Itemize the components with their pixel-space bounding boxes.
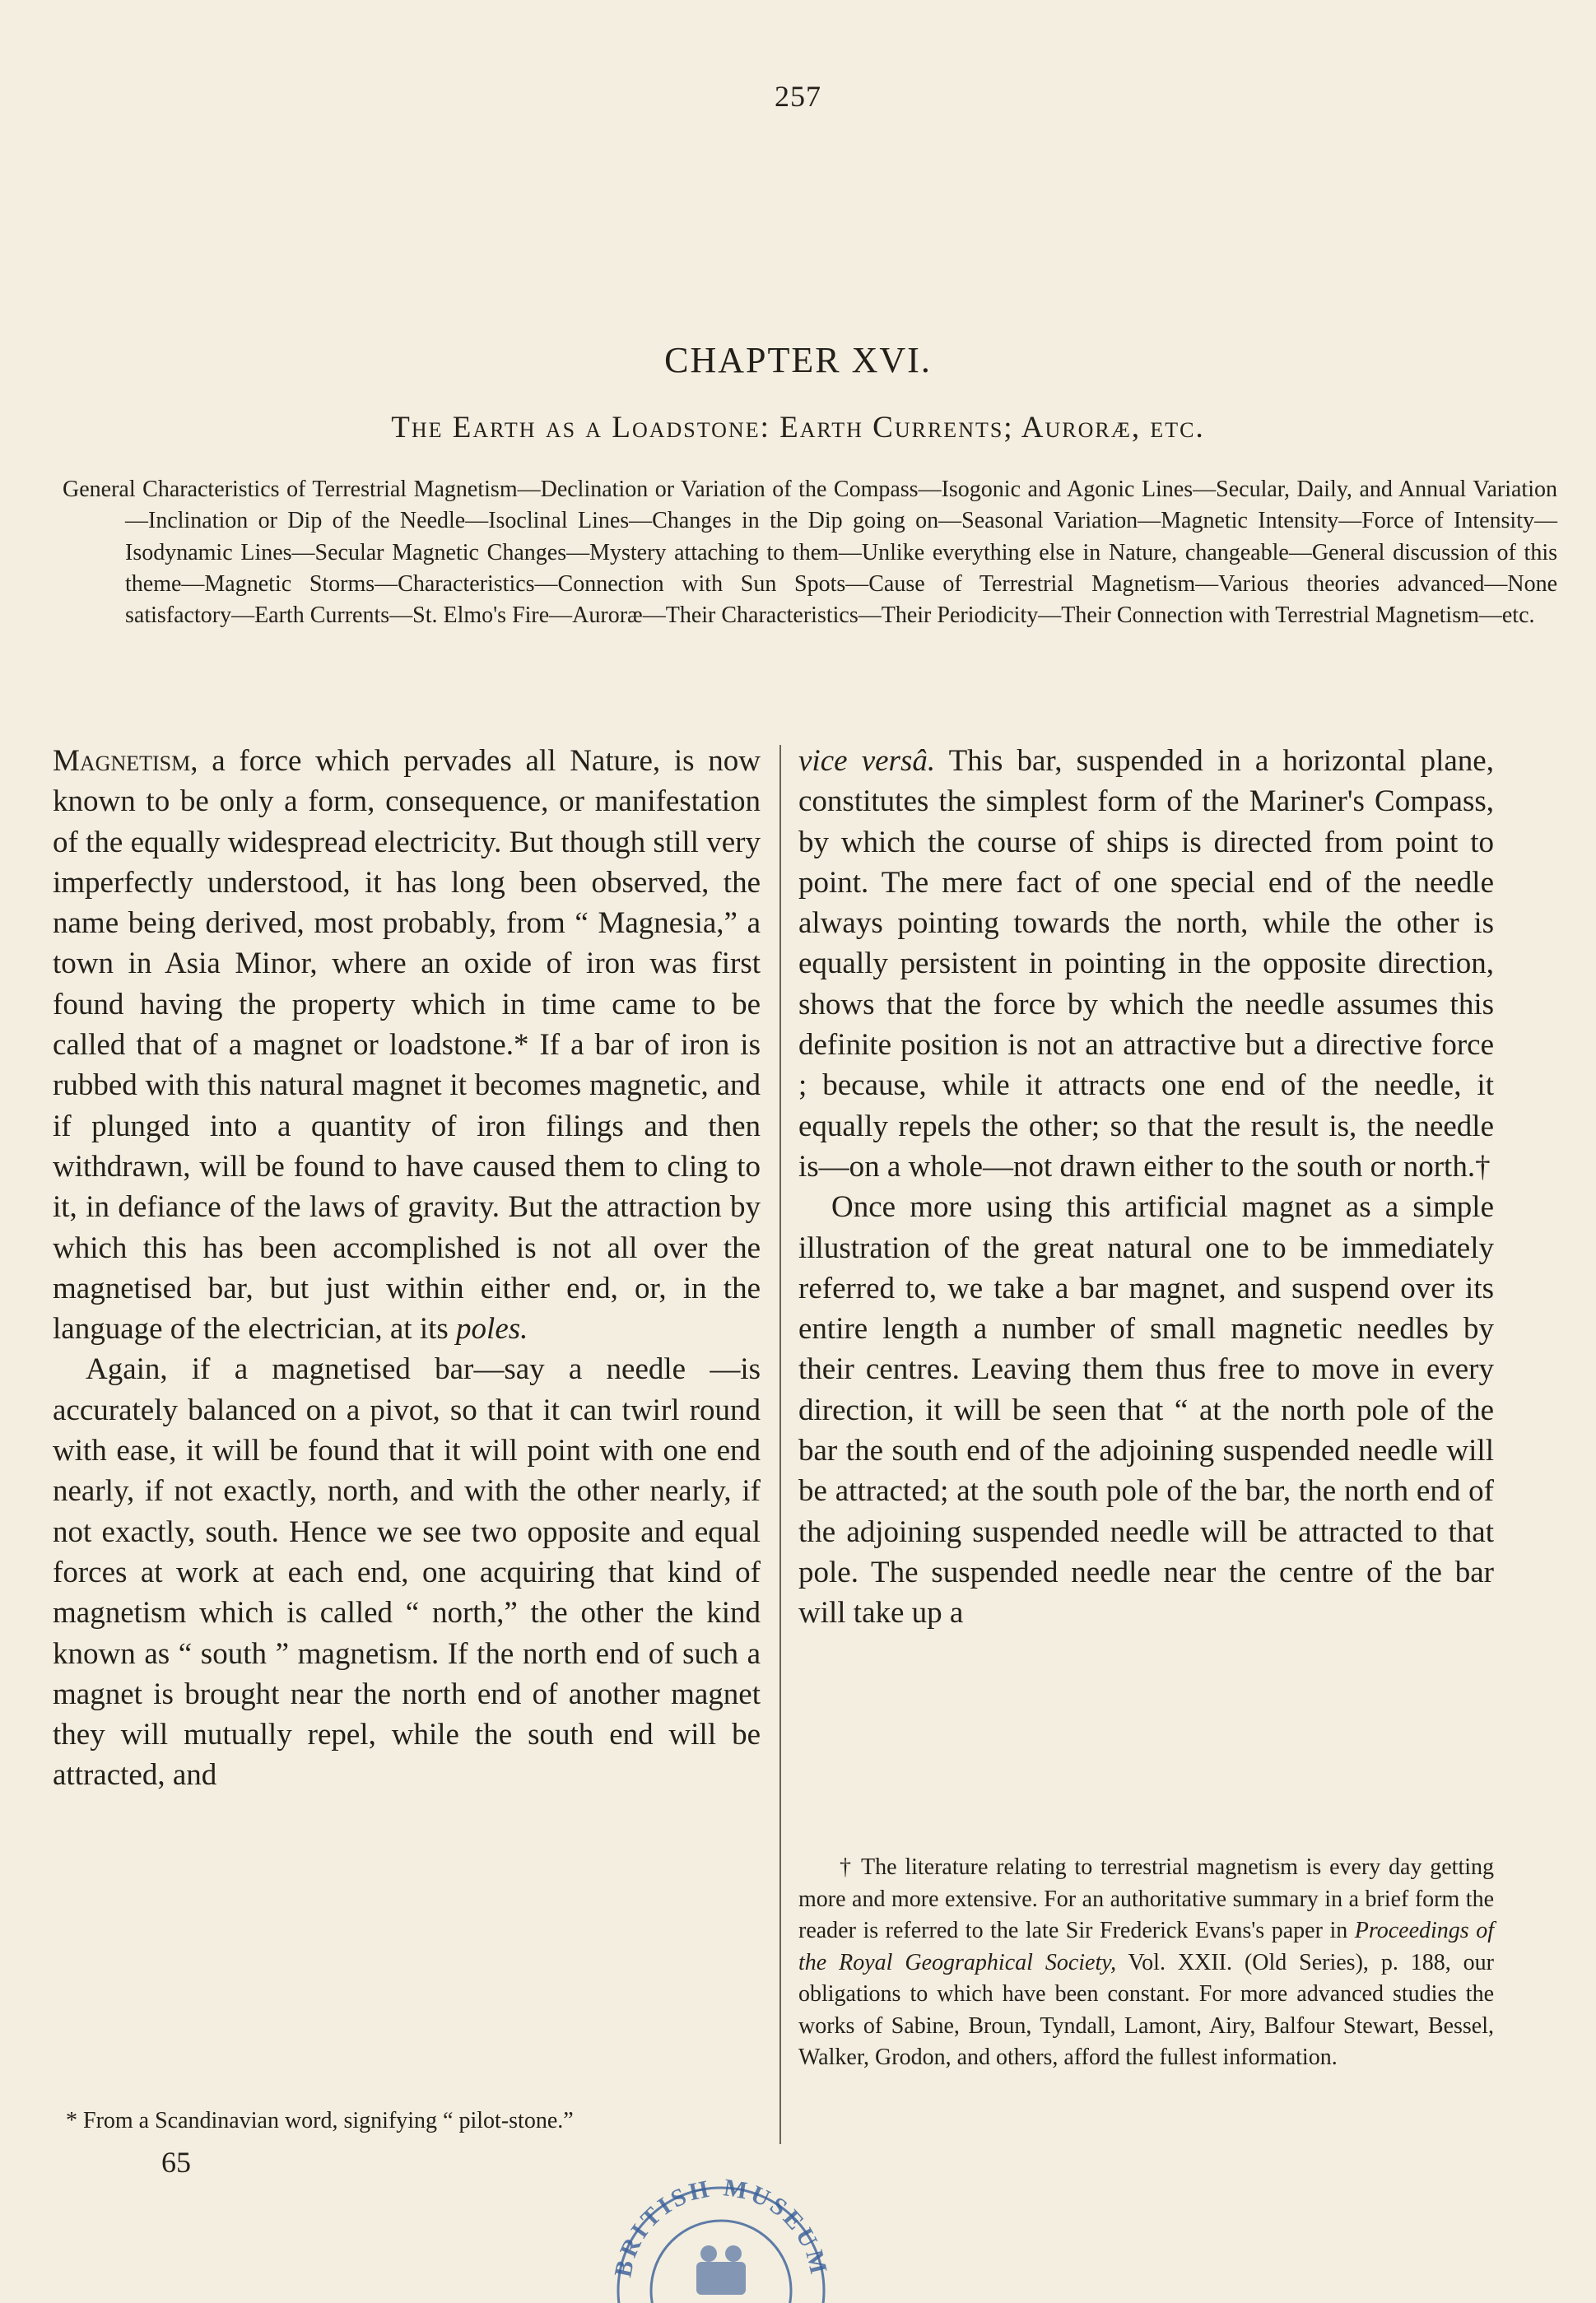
left-column [53, 741, 761, 1796]
paragraph-2-continued [798, 741, 1494, 1187]
signature-mark: 65 [161, 2146, 191, 2179]
paragraph-2-continued-text: This bar, suspended in a horizontal plane, constitutes the simplest form of the Mariner's Compass, by which the course of ships is directed from point to point. The mere fact of one special end of the needle always pointing towards the north, while the other is equally persistent in pointing in the opposite direction, shows that the force by which the needle assumes this definite position is not an attractive but a directive force ; because, while it attracts one end of the needle, it equally repels the other; so that the result is, the needle is—on a whole—not drawn either to the south or north.† [798, 744, 1494, 1184]
paragraph-1-text: a force which pervades all Nature, is now known to be only a form, consequence, or manifestation of the equally widespread electricity. But though still very imperfectly understood, it has long been observed, the name being derived, most probably, from “ Magnesia,” a town in Asia Minor, where an oxide of iron was first found having the property which in time came to be called that of a magnet or loadstone.* If a bar of iron is rubbed with this natural magnet it becomes magnetic, and if plunged into a quantity of iron filings and then withdrawn, will be found to have caused them to cling to it, in defiance of the laws of gravity. But the attraction by which this has been accomplished is not all over the magnetised bar, but just within either end, or, in the language of the electrician, at its [53, 744, 761, 1347]
paragraph-1-italic: poles. [456, 1312, 528, 1347]
footnote-dagger [798, 1852, 1494, 2074]
paragraph-1 [53, 741, 761, 1349]
page-number: 257 [775, 80, 821, 113]
footnote-dagger-italic: Proceedings of the Royal Geographical Society, [798, 1918, 1494, 1975]
paragraph-3 [798, 1187, 1494, 1633]
lead-word: Magnetism, [53, 744, 198, 778]
paragraph-2-text: Again, if a magnetised bar—say a needle —is accurately balanced on a pivot, so that it can twirl round with ease, it will be found that it will point with one end nearly, if not exactly, north, and with the other nearly, if not exactly, south. Hence we see two opposite and equal forces at work at each end, one acquiring that kind of magnetism which is called “ north,” the other the kind known as “ south ” magnetism. If the north end of such a magnet is brought near the north end of another magnet they will mutually repel, while the south end will be attracted, and [53, 1352, 761, 1793]
right-column [798, 741, 1494, 1634]
column-divider [779, 745, 781, 2144]
footnote-dagger-text-2: Vol. XXII. (Old Series), p. 188, our obligations to which have been constant. For more advanced studies the works of Sabine, Broun, Tyndall, Lamont, Airy, Balfour Stewart, Bessel, Walker, Grodon, and others, afford the fullest information. [798, 1949, 1495, 2070]
paragraph-2 [53, 1349, 761, 1795]
footnote-asterisk: * From a Scandinavian word, signifying “ pilot-stone.” [66, 2108, 574, 2133]
library-stamp-icon [598, 2138, 845, 2303]
chapter-synopsis: General Characteristics of Terrestrial Magnetism—Declination or Variation of the Compass—Isogonic and Agonic Lines—Secular, Daily, and Annual Variation—Inclination or Dip of the Needle—Isoclinal Lines—Changes in the Dip going on—Seasonal Variation—Magnetic Intensity—Force of Intensity—Isodynamic Lines—Secular Magnetic Changes—Mystery attaching to them—Unlike everything else in Nature, changeable—General discussion of this theme—Magnetic Storms—Characteristics—Connection with Sun Spots—Cause of Terrestrial Magnetism—Various theories advanced—None satisfactory—Earth Currents—St. Elmo's Fire—Auroræ—Their Characteristics—Their Periodicity—Their Connection with Terrestrial Magnetism—etc. [63, 477, 1557, 629]
paragraph-2-italic: vice versâ. [798, 744, 936, 778]
chapter-subtitle: The Earth as a Loadstone: Earth Currents; Auroræ, etc. [391, 411, 1205, 444]
stamp-text: BRITISH MUSEUM [609, 2174, 833, 2280]
chapter-title: CHAPTER XVI. [664, 340, 932, 380]
footnote-dagger-text: † The literature relating to terrestrial magnetism is every day getting more and more extensive. For an authoritative summary in a brief form the reader is referred to the late Sir Frederick Evans's paper in [798, 1854, 1494, 1943]
paragraph-3-text: Once more using this artificial magnet as a simple illustration of the great natural one to be immediately referred to, we take a bar magnet, and suspend over its entire length a number of small magnetic needles by their centres. Leaving them thus free to move in every direction, it will be seen that “ at the north pole of the bar the south end of the adjoining suspended needle will be attracted; at the south pole of the bar, the north end of the adjoining suspended needle will be attracted to that pole. The suspended needle near the centre of the bar will take up a [798, 1190, 1494, 1631]
